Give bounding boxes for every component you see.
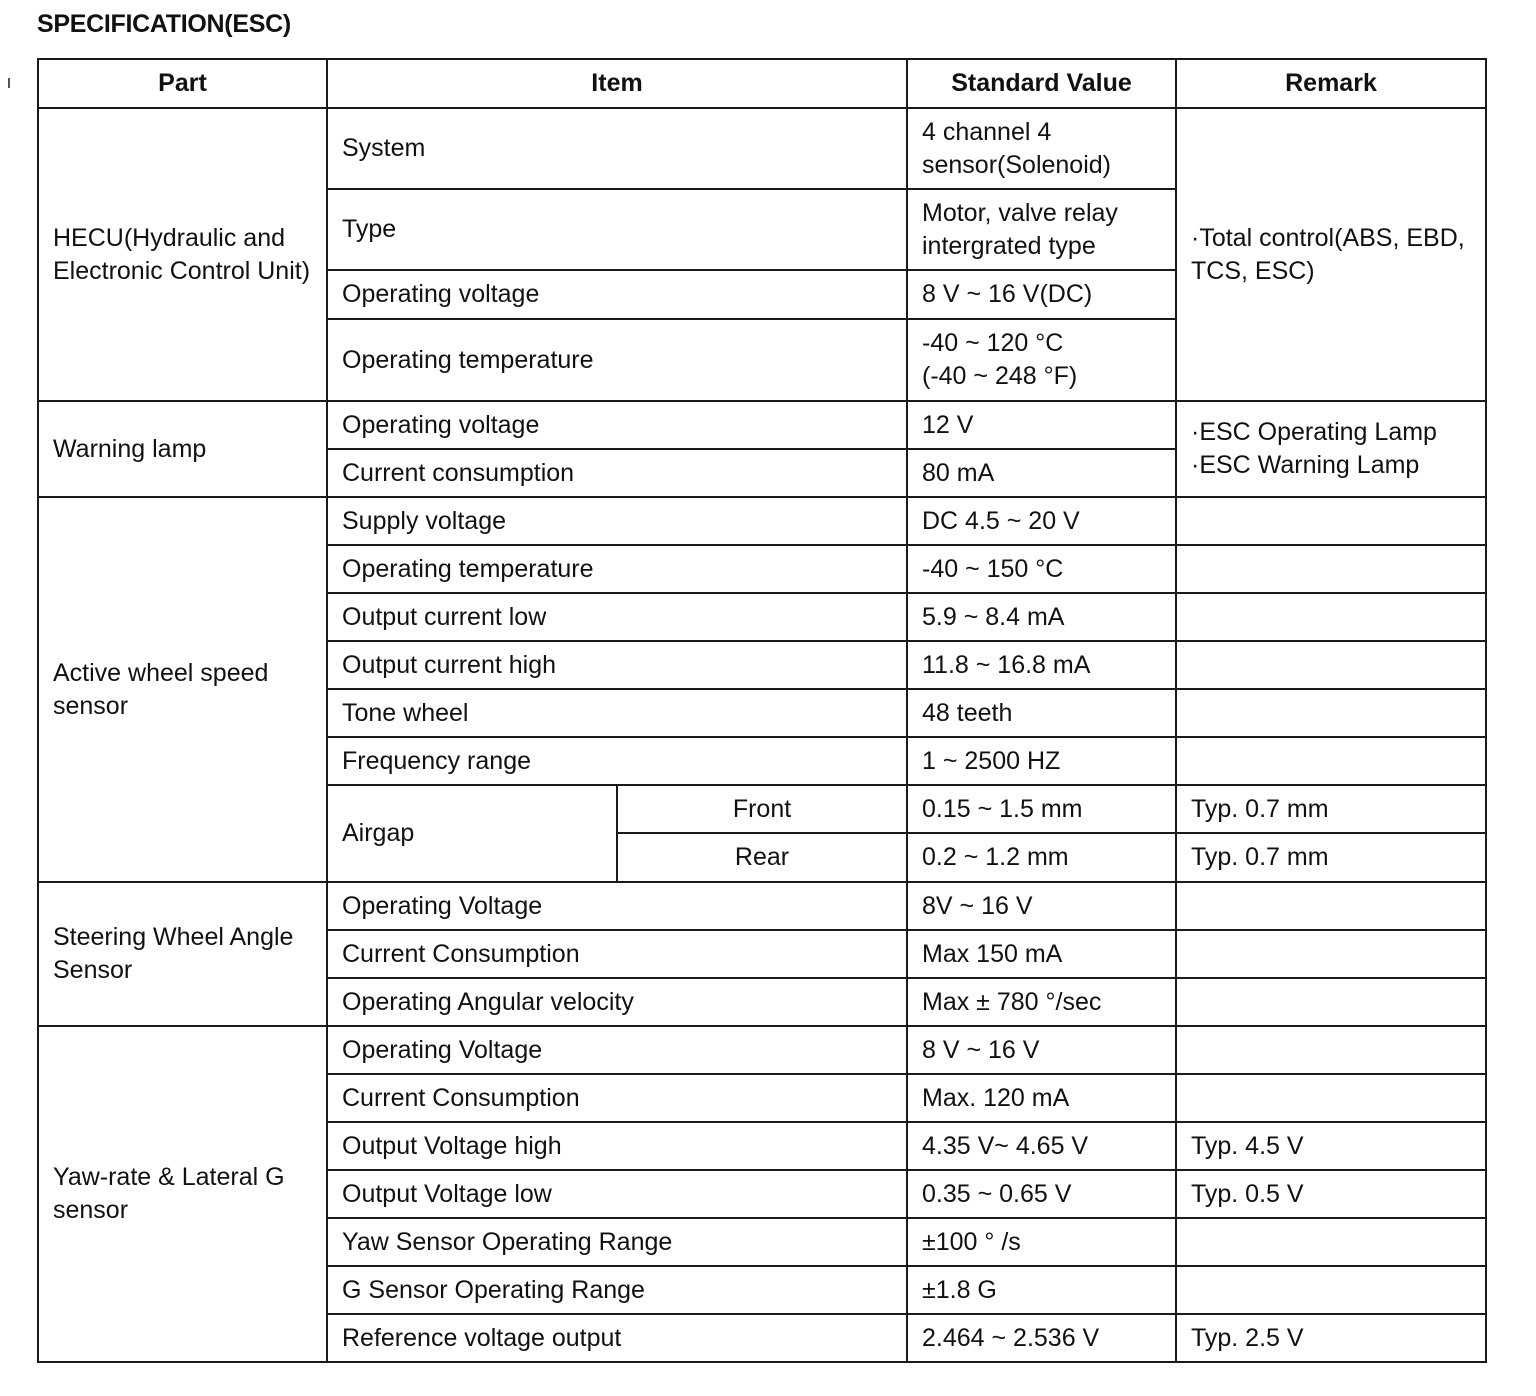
specification-table [37, 58, 1487, 1363]
value-cell: Max 150 mA [907, 930, 1176, 978]
table-row [38, 401, 1486, 449]
item-cell: Type [327, 189, 907, 270]
header-row [38, 59, 1486, 108]
remark-cell [1176, 1218, 1486, 1266]
remark-cell: Typ. 2.5 V [1176, 1314, 1486, 1362]
item-cell: Tone wheel [327, 689, 907, 737]
remark-cell: Typ. 0.7 mm [1176, 785, 1486, 833]
item-cell: Output Voltage high [327, 1122, 907, 1170]
remark-cell [1176, 1026, 1486, 1074]
item-cell: G Sensor Operating Range [327, 1266, 907, 1314]
remark-cell [1176, 978, 1486, 1026]
remark-warning-lamp [1176, 401, 1486, 497]
remark-cell [1176, 930, 1486, 978]
part-warning-lamp: Warning lamp [38, 401, 327, 497]
remark-hecu: ·Total control(ABS, EBD, TCS, ESC) [1176, 108, 1486, 401]
value-cell: 0.35 ~ 0.65 V [907, 1170, 1176, 1218]
remark-cell [1176, 497, 1486, 545]
remark-cell [1176, 593, 1486, 641]
value-cell: Max. 120 mA [907, 1074, 1176, 1122]
value-cell: 12 V [907, 401, 1176, 449]
value-cell: ±1.8 G [907, 1266, 1176, 1314]
value-cell: 0.2 ~ 1.2 mm [907, 833, 1176, 882]
header-part: Part [38, 59, 327, 108]
item-cell: Operating Voltage [327, 882, 907, 930]
remark-cell [1176, 737, 1486, 785]
value-cell: 8 V ~ 16 V [907, 1026, 1176, 1074]
page-title: SPECIFICATION(ESC) [37, 10, 291, 38]
item-cell: Operating voltage [327, 401, 907, 449]
value-cell: 2.464 ~ 2.536 V [907, 1314, 1176, 1362]
value-cell: ±100 ° /s [907, 1218, 1176, 1266]
value-cell: Motor, valve relay intergrated type [907, 189, 1176, 270]
table-row [38, 1026, 1486, 1074]
item-cell: Operating Voltage [327, 1026, 907, 1074]
value-line-celsius: -40 ~ 120 °C [922, 329, 1064, 357]
remark-line: ·ESC Operating Lamp [1191, 418, 1437, 446]
item-cell: Supply voltage [327, 497, 907, 545]
part-wheel-speed-sensor: Active wheel speed sensor [38, 497, 327, 882]
header-standard-value: Standard Value [907, 59, 1176, 108]
subitem-rear: Rear [617, 833, 907, 882]
remark-cell [1176, 545, 1486, 593]
item-cell: Operating temperature [327, 319, 907, 401]
item-cell: Operating Angular velocity [327, 978, 907, 1026]
item-cell: Current consumption [327, 449, 907, 497]
header-item: Item [327, 59, 907, 108]
item-cell: Operating temperature [327, 545, 907, 593]
value-cell: 4 channel 4 sensor(Solenoid) [907, 108, 1176, 189]
value-cell: -40 ~ 150 °C [907, 545, 1176, 593]
item-airgap: Airgap [327, 785, 617, 882]
part-yaw-sensor: Yaw-rate & Lateral G sensor [38, 1026, 327, 1362]
item-cell: Frequency range [327, 737, 907, 785]
item-cell: Current Consumption [327, 930, 907, 978]
table-row [38, 108, 1486, 189]
value-cell: 48 teeth [907, 689, 1176, 737]
table-row [38, 882, 1486, 930]
remark-cell: Typ. 0.5 V [1176, 1170, 1486, 1218]
value-cell: 11.8 ~ 16.8 mA [907, 641, 1176, 689]
remark-cell [1176, 1074, 1486, 1122]
part-steering-sensor: Steering Wheel Angle Sensor [38, 882, 327, 1026]
remark-cell [1176, 641, 1486, 689]
value-cell: 8V ~ 16 V [907, 882, 1176, 930]
item-cell: System [327, 108, 907, 189]
remark-cell: Typ. 0.7 mm [1176, 833, 1486, 882]
value-cell: DC 4.5 ~ 20 V [907, 497, 1176, 545]
remark-cell [1176, 689, 1486, 737]
value-line-fahrenheit: (-40 ~ 248 °F) [922, 362, 1078, 390]
remark-cell [1176, 1266, 1486, 1314]
value-cell: Max ± 780 °/sec [907, 978, 1176, 1026]
part-hecu: HECU(Hydraulic and Electronic Control Unit) [38, 108, 327, 401]
item-cell: Reference voltage output [327, 1314, 907, 1362]
item-cell: Output current low [327, 593, 907, 641]
item-cell: Output current high [327, 641, 907, 689]
subitem-front: Front [617, 785, 907, 833]
value-cell: 4.35 V~ 4.65 V [907, 1122, 1176, 1170]
remark-line: ·ESC Warning Lamp [1191, 451, 1420, 479]
margin-mark [8, 78, 10, 88]
value-cell: 0.15 ~ 1.5 mm [907, 785, 1176, 833]
item-cell: Current Consumption [327, 1074, 907, 1122]
value-cell: 5.9 ~ 8.4 mA [907, 593, 1176, 641]
remark-cell [1176, 882, 1486, 930]
header-remark: Remark [1176, 59, 1486, 108]
value-cell [907, 319, 1176, 401]
item-cell: Operating voltage [327, 270, 907, 319]
value-cell: 1 ~ 2500 HZ [907, 737, 1176, 785]
item-cell: Output Voltage low [327, 1170, 907, 1218]
remark-cell: Typ. 4.5 V [1176, 1122, 1486, 1170]
table-row [38, 497, 1486, 545]
value-cell: 8 V ~ 16 V(DC) [907, 270, 1176, 319]
value-cell: 80 mA [907, 449, 1176, 497]
item-cell: Yaw Sensor Operating Range [327, 1218, 907, 1266]
